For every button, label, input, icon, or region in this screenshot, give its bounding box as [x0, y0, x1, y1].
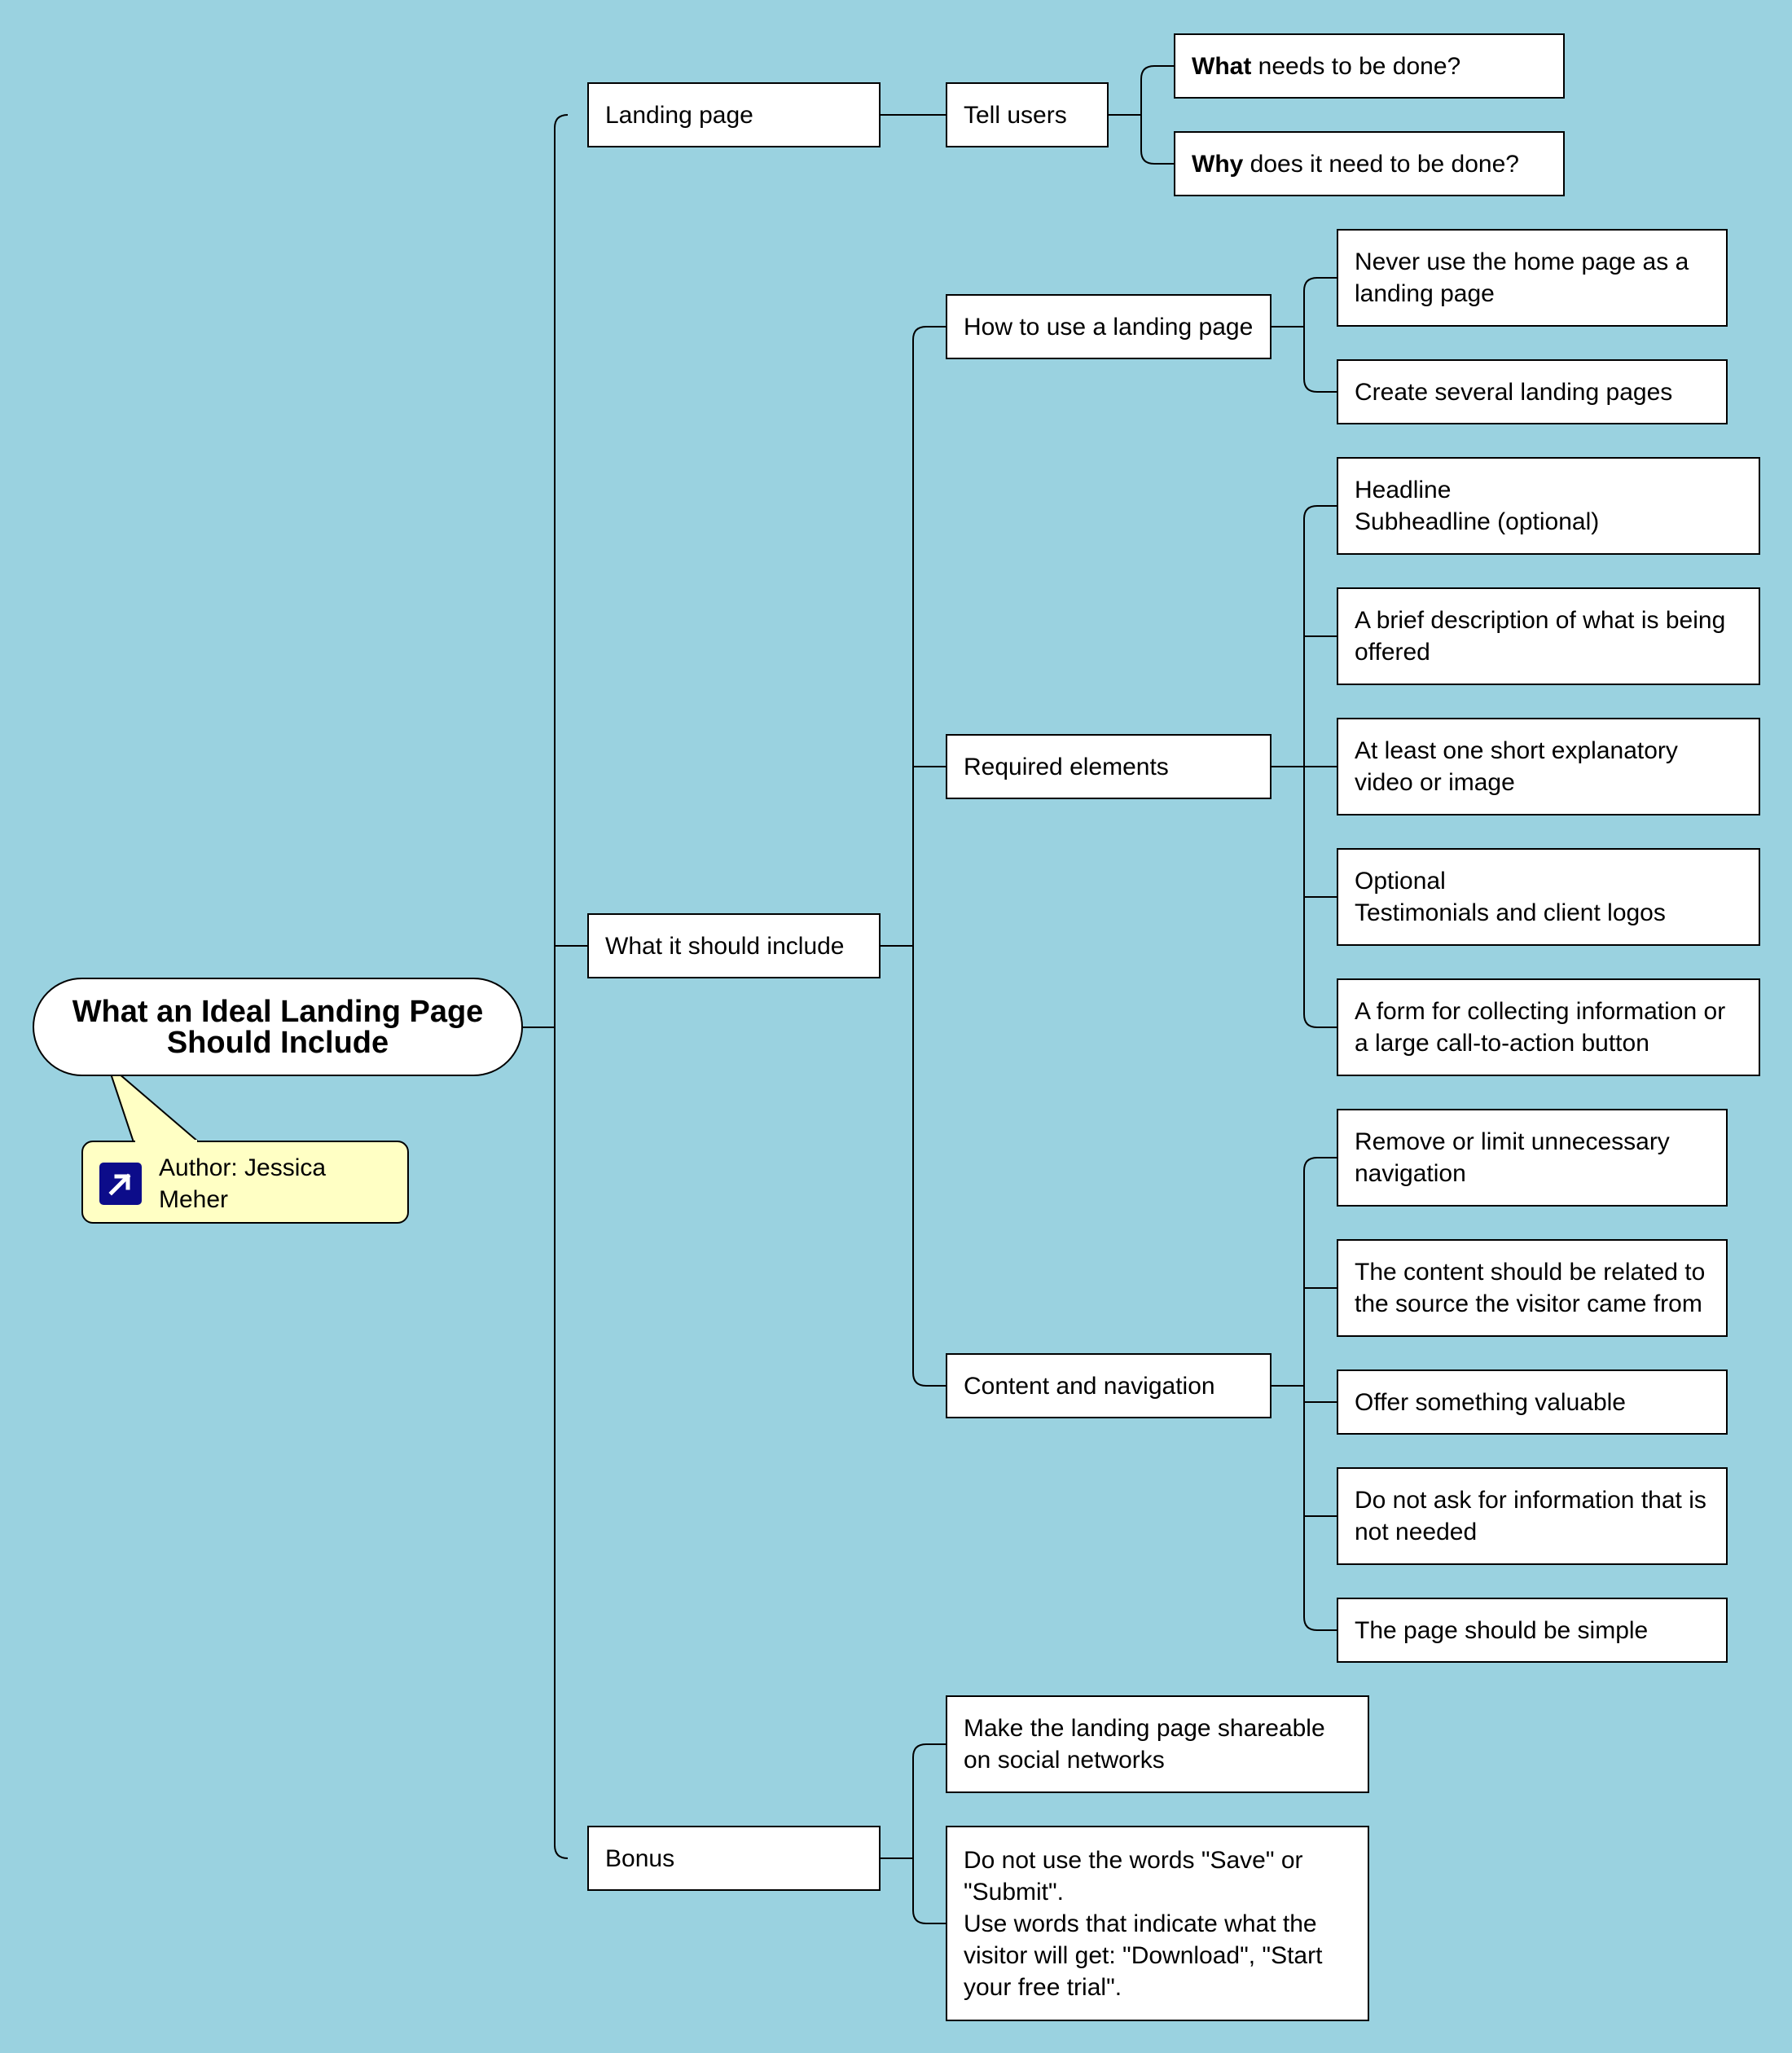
topic-required-elements[interactable]	[946, 734, 1272, 799]
topic-label	[1192, 51, 1460, 82]
topic-content-item[interactable]	[1337, 1369, 1728, 1435]
topic-label: Offer something valuable	[1355, 1388, 1626, 1416]
topic-label: Tell users	[964, 101, 1067, 129]
topic-required-item[interactable]	[1337, 848, 1760, 946]
connector-include-spine	[913, 327, 926, 1386]
topic-label	[1192, 148, 1519, 180]
topic-label: Optional Testimonials and client logos	[1355, 868, 1666, 926]
topic-label: Make the landing page shareable on social networks	[964, 1715, 1325, 1774]
note-pointer-joint	[135, 1140, 197, 1144]
topic-required-item[interactable]	[1337, 457, 1760, 555]
topic-how-item[interactable]	[1337, 229, 1728, 327]
root-topic[interactable]	[33, 978, 523, 1076]
topic-label: At least one short explanatory video or image	[1355, 737, 1678, 796]
connector-level1-spine	[555, 115, 568, 1858]
topic-required-item[interactable]	[1337, 587, 1760, 685]
topic-content-item[interactable]	[1337, 1109, 1728, 1207]
topic-label: Never use the home page as a landing page	[1355, 248, 1689, 307]
connector-how-spine	[1304, 278, 1317, 392]
topic-label: Do not use the words "Save" or "Submit". Use words that indicate what the visitor will get: "Download", "Start your free trial".	[964, 1846, 1323, 2001]
connector-content-spine	[1304, 1158, 1317, 1630]
topic-content-item[interactable]	[1337, 1467, 1728, 1565]
topic-label-bold: Why	[1192, 150, 1244, 178]
topic-how-item[interactable]	[1337, 359, 1728, 424]
topic-label: Landing page	[605, 101, 753, 129]
topic-bonus-item[interactable]	[946, 1695, 1369, 1793]
topic-label: What it should include	[605, 932, 845, 960]
topic-content-and-navigation[interactable]	[946, 1353, 1272, 1418]
topic-content-item[interactable]	[1337, 1598, 1728, 1663]
topic-what-needs-to-be-done[interactable]	[1174, 33, 1565, 99]
topic-label: The page should be simple	[1355, 1616, 1649, 1644]
topic-label: Headline Subheadline (optional)	[1355, 477, 1600, 535]
topic-bonus-item[interactable]	[946, 1826, 1369, 2021]
topic-content-item[interactable]	[1337, 1239, 1728, 1337]
topic-label: Content and navigation	[964, 1372, 1215, 1400]
topic-label-bold: What	[1192, 52, 1252, 80]
topic-label: The content should be related to the source the visitor came from	[1355, 1259, 1706, 1317]
topic-bonus[interactable]	[587, 1826, 881, 1891]
topic-landing-page[interactable]	[587, 82, 881, 147]
root-topic-label: What an Ideal Landing Page Should Include	[72, 994, 484, 1060]
topic-required-item[interactable]	[1337, 978, 1760, 1076]
topic-label: How to use a landing page	[964, 313, 1254, 341]
topic-label: Create several landing pages	[1355, 378, 1673, 406]
topic-what-it-should-include[interactable]	[587, 913, 881, 978]
author-note[interactable]	[81, 1141, 409, 1224]
connector-tell-spine	[1141, 66, 1154, 164]
topic-tell-users[interactable]	[946, 82, 1109, 147]
topic-label: Required elements	[964, 753, 1169, 780]
topic-label: Bonus	[605, 1844, 675, 1872]
topic-label-rest: does it need to be done?	[1243, 150, 1519, 178]
topic-why-does-it-need-to-be-done[interactable]	[1174, 131, 1565, 196]
author-note-text: Author: Jessica Meher	[159, 1154, 327, 1213]
arrow-up-right-icon	[99, 1163, 142, 1205]
topic-label-rest: needs to be done?	[1251, 52, 1461, 80]
topic-how-to-use[interactable]	[946, 294, 1272, 359]
topic-label: Remove or limit unnecessary navigation	[1355, 1128, 1670, 1187]
topic-label: A form for collecting information or a large call-to-action button	[1355, 998, 1726, 1057]
connector-bonus-spine	[913, 1744, 926, 1923]
topic-label: Do not ask for information that is not needed	[1355, 1487, 1706, 1545]
topic-label: A brief description of what is being offered	[1355, 607, 1726, 666]
topic-required-item[interactable]	[1337, 718, 1760, 815]
